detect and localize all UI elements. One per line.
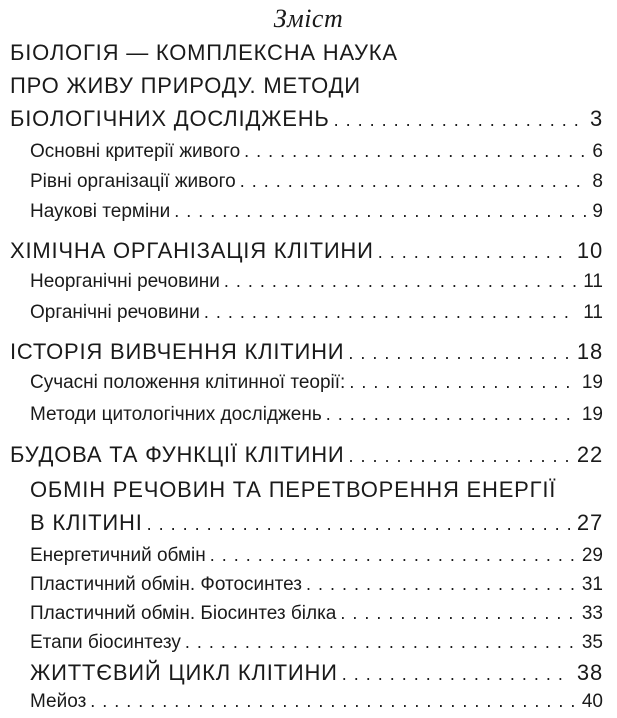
toc-entry-section-4[interactable] <box>10 442 603 468</box>
dot-leader <box>349 372 576 393</box>
entry-label: Методи цитологічних досліджень <box>30 404 322 425</box>
page-number: 19 <box>581 372 603 393</box>
entry-label: Енергетичний обмін <box>30 545 206 566</box>
metabolism-title-line-1: ОБМІН РЕЧОВИН ТА ПЕРЕТВОРЕННЯ ЕНЕРГІЇ <box>30 477 557 502</box>
entry-label: ЖИТТЄВИЙ ЦИКЛ КЛІТИНИ <box>30 660 338 685</box>
toc-entry-meiosis[interactable] <box>30 691 603 713</box>
toc-entry-levels[interactable] <box>30 171 603 193</box>
entry-label: Неорганічні речовини <box>30 271 220 292</box>
toc-entry-cell-cycle[interactable] <box>30 660 603 686</box>
dot-leader <box>349 446 571 467</box>
page-number: 11 <box>583 271 603 292</box>
dot-leader <box>147 514 571 535</box>
section-1-title-line-3: БІОЛОГІЧНИХ ДОСЛІДЖЕНЬ <box>10 106 330 131</box>
toc-entry-section-3[interactable] <box>10 339 603 365</box>
toc-entry-cell-theory[interactable] <box>30 372 603 394</box>
dot-leader <box>224 271 577 292</box>
entry-label: Етапи біосинтезу <box>30 632 181 653</box>
entry-label: Сучасні положення клітинної теорії: <box>30 372 346 393</box>
toc-entry-photosynthesis[interactable] <box>30 574 603 596</box>
page-number: 8 <box>592 171 603 192</box>
metabolism-title-line-2: В КЛІТИНІ <box>30 510 143 535</box>
toc-entry-cytology-methods[interactable] <box>30 404 603 426</box>
page-number: 18 <box>576 339 603 364</box>
dot-leader <box>210 545 576 566</box>
page-number: 33 <box>581 603 603 624</box>
dot-leader <box>348 343 571 364</box>
dot-leader <box>334 110 584 131</box>
toc-entry-section-2[interactable] <box>10 238 603 264</box>
page-number: 3 <box>589 106 603 131</box>
page-number: 10 <box>576 238 603 263</box>
page-number: 22 <box>576 442 603 467</box>
page-number: 29 <box>581 545 603 566</box>
dot-leader <box>342 664 571 685</box>
section-1-title-line-2: ПРО ЖИВУ ПРИРОДУ. МЕТОДИ <box>10 73 361 98</box>
toc-entry-metabolism[interactable] <box>30 510 603 536</box>
section-2-title: ХІМІЧНА ОРГАНІЗАЦІЯ КЛІТИНИ <box>10 238 374 263</box>
page-number: 19 <box>581 404 603 425</box>
dot-leader <box>240 171 587 192</box>
dot-leader <box>90 691 576 712</box>
dot-leader <box>340 603 575 624</box>
toc-title: Зміст <box>273 4 344 33</box>
page-number: 6 <box>592 141 603 162</box>
toc-entry-organic[interactable] <box>30 302 603 324</box>
entry-label: Органічні речовини <box>30 302 200 323</box>
page-number: 35 <box>581 632 603 653</box>
page-number: 11 <box>583 302 603 323</box>
dot-leader <box>306 574 576 595</box>
dot-leader <box>185 632 576 653</box>
section-4-title: БУДОВА ТА ФУНКЦІЇ КЛІТИНИ <box>10 442 345 467</box>
toc-entry-criteria[interactable] <box>30 141 603 163</box>
page-number: 27 <box>576 510 603 535</box>
page-number: 9 <box>592 201 603 222</box>
entry-label: Основні критерії живого <box>30 141 241 162</box>
dot-leader <box>326 404 576 425</box>
toc-entry-biosynthesis-stages[interactable] <box>30 632 603 654</box>
entry-label: Наукові терміни <box>30 201 171 222</box>
page-number: 40 <box>581 691 603 712</box>
dot-leader <box>244 141 586 162</box>
section-1-title-line-1: БІОЛОГІЯ — КОМПЛЕКСНА НАУКА <box>10 40 398 65</box>
section-3-title: ІСТОРІЯ ВИВЧЕННЯ КЛІТИНИ <box>10 339 345 364</box>
dot-leader <box>378 242 571 263</box>
toc-entry-inorganic[interactable] <box>30 271 603 293</box>
toc-entry-energy-exchange[interactable] <box>30 545 603 567</box>
entry-label: Пластичний обмін. Фотосинтез <box>30 574 302 595</box>
toc-entry-protein-biosynthesis[interactable] <box>30 603 603 625</box>
toc-entry-section-1[interactable] <box>10 106 603 132</box>
entry-label: Пластичний обмін. Біосинтез білка <box>30 603 337 624</box>
page-number: 31 <box>581 574 603 595</box>
toc-entry-terms[interactable] <box>30 201 603 223</box>
dot-leader <box>204 302 577 323</box>
entry-label: Рівні організації живого <box>30 171 236 192</box>
page-number: 38 <box>576 660 603 685</box>
entry-label: Мейоз <box>30 691 87 712</box>
dot-leader <box>174 201 586 222</box>
